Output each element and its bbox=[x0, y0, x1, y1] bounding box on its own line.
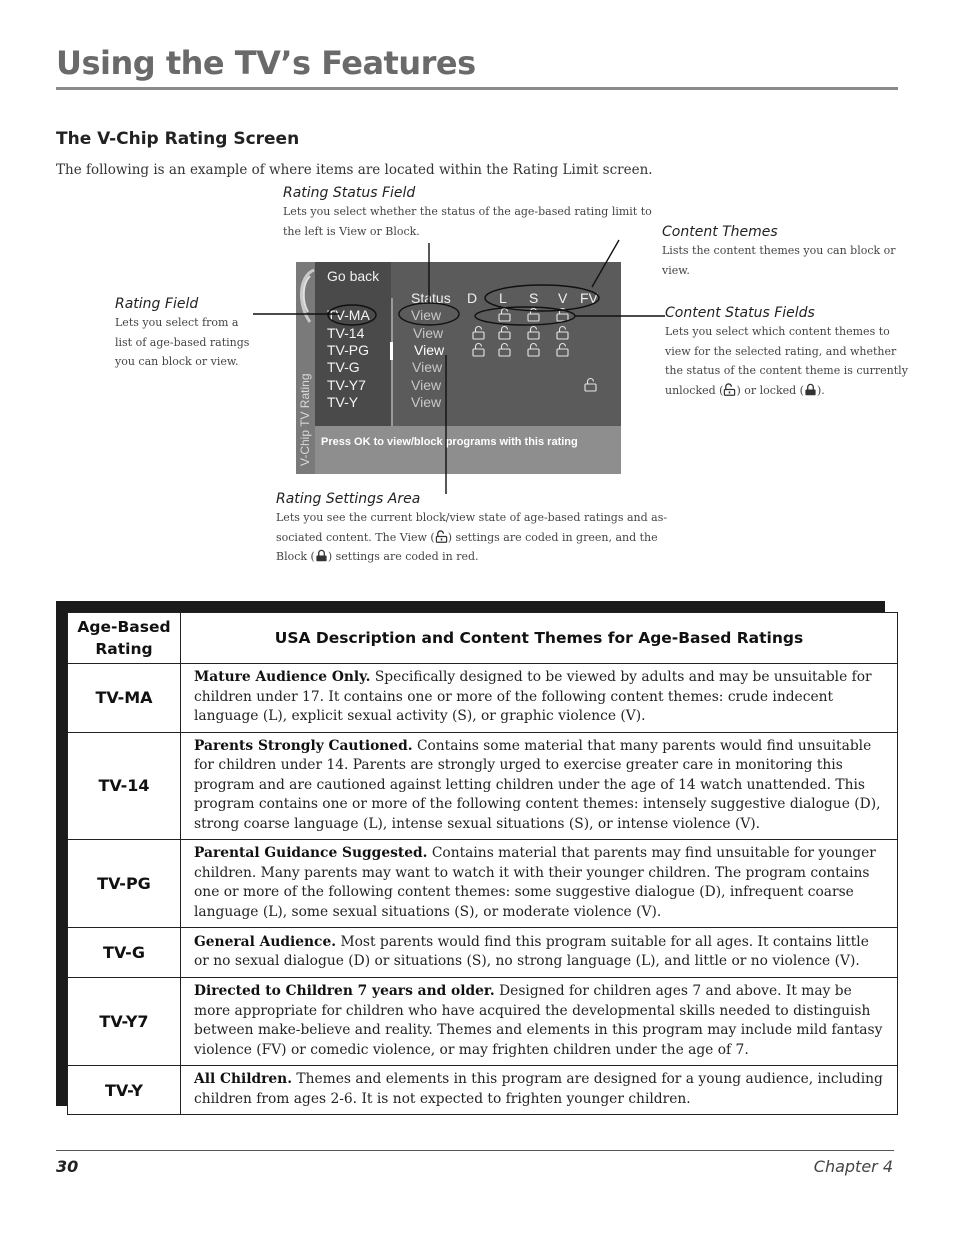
lock-row-tv-pg bbox=[473, 344, 568, 357]
description-text: Themes and elements in this program are designed for a young audience, including children from ages 2-6. It is not expected to frighten younger children. bbox=[194, 1071, 883, 1107]
table-row bbox=[68, 978, 898, 1066]
section-intro: The following is an example of where items are located within the Rating Limit screen. bbox=[56, 162, 653, 178]
table-row bbox=[68, 1066, 898, 1115]
status-value-tv-g[interactable]: View bbox=[412, 359, 443, 375]
theme-header-d: D bbox=[467, 290, 478, 306]
table-row bbox=[68, 928, 898, 978]
annotation-title: Rating Settings Area bbox=[276, 491, 421, 507]
annotation-line: the status of the content theme is currently bbox=[665, 364, 908, 378]
rating-cell: TV-Y7 bbox=[68, 978, 181, 1066]
description-cell bbox=[181, 732, 898, 840]
description-lead: Parental Guidance Suggested. bbox=[194, 845, 428, 861]
chapter-label: Chapter 4 bbox=[813, 1157, 893, 1176]
description-cell bbox=[181, 978, 898, 1066]
description-text: Most parents would find this program suitable for all ages. It contains little or no sexual dialogue (D) or situations (S), no strong language (L), and little or no violence (V). bbox=[194, 933, 869, 969]
description-lead: General Audience. bbox=[194, 933, 337, 950]
annotation-line: Lists the content themes you can block or bbox=[662, 244, 896, 257]
status-value-tv-14[interactable]: View bbox=[413, 325, 444, 341]
title-rule bbox=[56, 87, 898, 90]
description-lead: Directed to Children 7 years and older. bbox=[194, 983, 495, 999]
section-heading: The V-Chip Rating Screen bbox=[56, 129, 300, 149]
status-value-tv-y[interactable]: View bbox=[411, 394, 442, 410]
annotation-desc bbox=[662, 241, 896, 280]
annotation-desc bbox=[276, 508, 667, 567]
rating-item-tv-y7[interactable]: TV-Y7 bbox=[327, 377, 366, 393]
description-text: Specifically designed to be viewed by adults and may be unsuitable for children under 17. It contains one or more of the following content themes: crude indecent language (L), explicit sexual activity (S), or graphic violence (V). bbox=[194, 669, 872, 724]
rating-cell: TV-Y bbox=[68, 1066, 181, 1115]
description-lead: Mature Audience Only. bbox=[194, 669, 371, 685]
status-value-tv-y7[interactable]: View bbox=[411, 377, 442, 393]
rating-cell: TV-G bbox=[68, 928, 181, 978]
annotation-content-themes bbox=[662, 224, 896, 280]
annotation-line: Lets you see the current block/view state of age-based ratings and as- bbox=[276, 511, 668, 524]
status-value-tv-ma[interactable]: View bbox=[411, 307, 442, 323]
table-header-row bbox=[68, 613, 898, 664]
column-header-line: Age-Based bbox=[77, 618, 171, 636]
column-header-rating bbox=[68, 613, 181, 664]
annotation-title: Rating Field bbox=[115, 296, 199, 312]
table-shadow-left bbox=[56, 601, 67, 1106]
lock-row-tv-y7 bbox=[585, 379, 596, 392]
annotation-title: Content Themes bbox=[662, 224, 778, 240]
annotation-rating-field bbox=[115, 296, 249, 372]
description-cell bbox=[181, 840, 898, 928]
annotation-line: Lets you select which content themes to bbox=[665, 325, 890, 338]
description-cell bbox=[181, 664, 898, 733]
column-header-line: Rating bbox=[95, 640, 153, 658]
annotation-line: sociated content. The View ( ) settings are coded in green, and the bbox=[276, 530, 658, 544]
annotation-desc bbox=[665, 322, 908, 400]
rating-item-tv-pg[interactable]: TV-PG bbox=[327, 342, 370, 358]
annotation-line: Lets you select from a bbox=[115, 316, 239, 329]
annotation-line: view. bbox=[662, 263, 690, 277]
rating-item-tv-y[interactable]: TV-Y bbox=[327, 394, 359, 410]
rating-item-tv-ma[interactable]: TV-MA bbox=[327, 307, 370, 323]
annotation-desc bbox=[283, 202, 652, 241]
table-shadow-top bbox=[56, 601, 885, 612]
locked-icon bbox=[804, 383, 817, 396]
annotation-desc bbox=[115, 313, 249, 372]
annotation-rating-settings-area bbox=[276, 491, 667, 567]
vchip-tv-screen bbox=[296, 262, 621, 474]
theme-header-fv: FV bbox=[580, 290, 598, 306]
theme-header-v: V bbox=[558, 290, 568, 306]
content-status-locks bbox=[296, 262, 621, 426]
annotation-title: Rating Status Field bbox=[283, 185, 416, 201]
description-text: Contains some material that many parents would find unsuitable for children under 14. Parents are strongly urged to exercise greater care in monitoring this program and are cautioned against letting children under the age of 14 watch unattended. This program contains one or more of the following content themes: intensely suggestive dialogue (D), strong coarse language (L), intense sexual situations (S), or intense violence (V). bbox=[194, 737, 881, 832]
ratings-table bbox=[67, 612, 898, 1115]
rating-cell: TV-14 bbox=[68, 732, 181, 840]
theme-header-s: S bbox=[529, 290, 539, 306]
annotation-line: unlocked ( ) or locked ( ). bbox=[665, 383, 825, 397]
table-row bbox=[68, 732, 898, 840]
annotation-line: the left is View or Block. bbox=[283, 224, 420, 238]
status-value-tv-pg[interactable]: View bbox=[414, 342, 445, 358]
sidebar-vertical-label: V-Chip TV Rating bbox=[298, 373, 312, 466]
description-cell bbox=[181, 928, 898, 978]
description-text: Designed for children ages 7 and above. It may be more appropriate for children who have acquired the developmental skills needed to distinguish between make-believe and reality. Themes and elements in this program may include mild fantasy violence (FV) or comedic violence, or may frighten children under the age of 7. bbox=[194, 983, 883, 1058]
status-column-header: Status bbox=[411, 290, 451, 306]
locked-icon bbox=[315, 549, 328, 562]
unlocked-icon bbox=[435, 530, 448, 543]
rating-cell: TV-PG bbox=[68, 840, 181, 928]
lock-row-tv-14 bbox=[473, 327, 568, 340]
description-lead: Parents Strongly Cautioned. bbox=[194, 737, 413, 754]
annotation-line: list of age-based ratings bbox=[115, 335, 250, 349]
annotation-line: you can block or view. bbox=[115, 355, 239, 369]
annotation-title: Content Status Fields bbox=[665, 305, 815, 321]
table-row bbox=[68, 664, 898, 733]
hint-text: Press OK to view/block programs with this rating bbox=[321, 436, 578, 448]
hint-bar bbox=[315, 426, 621, 474]
rating-item-tv-14[interactable]: TV-14 bbox=[327, 325, 365, 341]
rating-cell: TV-MA bbox=[68, 664, 181, 733]
rating-item-tv-g[interactable]: TV-G bbox=[327, 359, 360, 375]
lock-row-tv-ma bbox=[499, 309, 568, 322]
page-title: Using the TV’s Features bbox=[56, 44, 476, 82]
page-number: 30 bbox=[56, 1157, 79, 1176]
annotation-line: Lets you select whether the status of the age-based rating limit to bbox=[283, 205, 652, 218]
go-back-button[interactable]: Go back bbox=[327, 268, 380, 284]
description-lead: All Children. bbox=[194, 1071, 293, 1087]
footer-rule bbox=[56, 1150, 894, 1151]
description-text: Contains material that parents may find unsuitable for younger children. Many parents may want to watch it with their younger children. The program contains one or more of the following content themes: some suggestive dialogue (D), infrequent coarse language (L), some sexual situations (S), or moderate violence (V). bbox=[194, 845, 876, 920]
unlocked-icon bbox=[723, 383, 736, 396]
annotation-rating-status-field bbox=[283, 185, 652, 241]
annotation-line: view for the selected rating, and whether bbox=[665, 344, 897, 358]
table-row bbox=[68, 840, 898, 928]
column-header-description: USA Description and Content Themes for Age-Based Ratings bbox=[181, 613, 898, 664]
description-cell bbox=[181, 1066, 898, 1115]
annotation-line: Block ( ) settings are coded in red. bbox=[276, 550, 479, 564]
theme-header-l: L bbox=[499, 290, 507, 306]
annotation-content-status-fields bbox=[665, 305, 908, 400]
